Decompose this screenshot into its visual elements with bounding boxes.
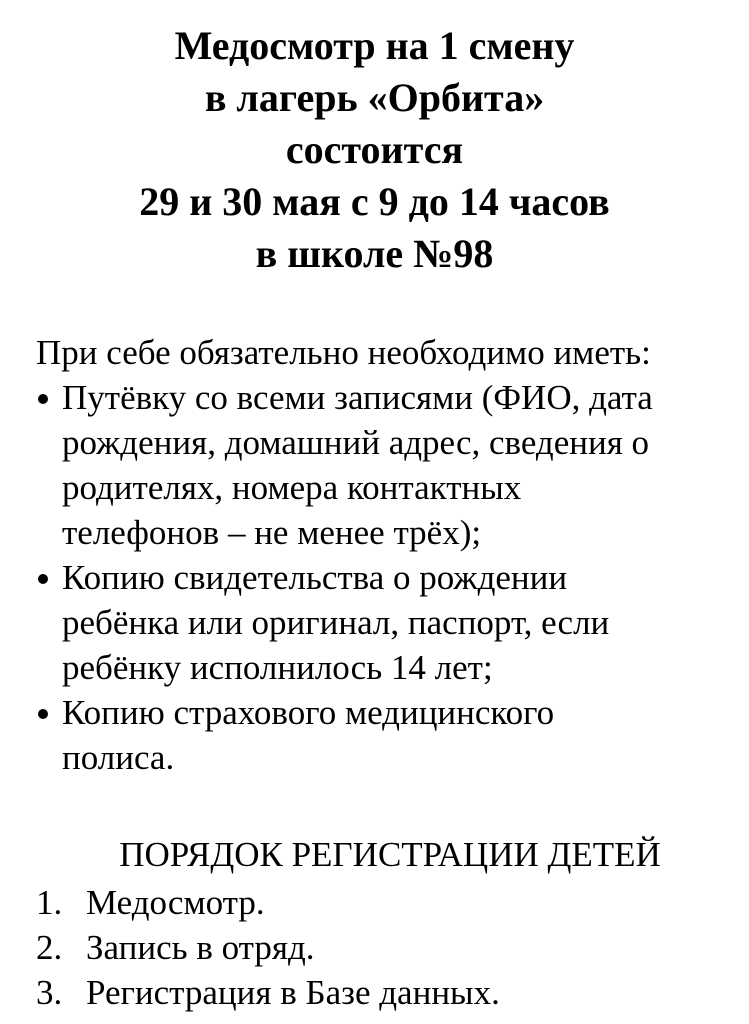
notice-header	[0, 20, 749, 280]
header-line: 29 и 30 мая с 9 до 14 часов	[139, 179, 610, 224]
list-item-line: рождения, домашний адрес, сведения о	[62, 423, 650, 462]
list-item	[36, 375, 736, 555]
list-item-line: родителях, номера контактных	[62, 468, 522, 507]
requirements-intro: При себе обязательно необходимо иметь:	[36, 333, 651, 372]
step-text: Медосмотр.	[86, 883, 265, 922]
list-item-line: Путёвку со всеми записями (ФИО, дата	[62, 378, 653, 417]
header-line: состоится	[285, 127, 464, 172]
header-line: Медосмотр на 1 смену	[174, 23, 575, 68]
list-item-line: ребёнку исполнилось 14 лет;	[62, 648, 493, 687]
list-item-line: телефонов – не менее трёх);	[62, 513, 482, 552]
requirements-list	[36, 375, 736, 780]
bullet-icon	[38, 394, 48, 404]
step-number: 3.	[36, 973, 63, 1012]
requirements-section	[36, 330, 736, 780]
bullet-icon	[38, 574, 48, 584]
list-item-line: ребёнка или оригинал, паспорт, если	[62, 603, 610, 642]
list-item	[36, 690, 736, 780]
list-item	[36, 925, 736, 970]
header-line: в лагерь «Орбита»	[204, 75, 545, 120]
step-number: 2.	[36, 928, 63, 967]
list-item	[36, 880, 736, 925]
list-item-line: Копию страхового медицинского	[62, 693, 555, 732]
bullet-icon	[38, 709, 48, 719]
procedure-section	[36, 832, 736, 1015]
step-text: Запись в отряд.	[86, 928, 315, 967]
header-line: в школе №98	[255, 231, 494, 276]
list-item-line: полиса.	[62, 738, 175, 777]
list-item-line: Копию свидетельства о рождении	[62, 558, 568, 597]
step-text: Регистрация в Базе данных.	[86, 973, 500, 1012]
step-number: 1.	[36, 883, 63, 922]
procedure-title: ПОРЯДОК РЕГИСТРАЦИИ ДЕТЕЙ	[119, 835, 661, 874]
procedure-steps	[36, 880, 736, 1015]
list-item	[36, 970, 736, 1015]
list-item	[36, 555, 736, 690]
